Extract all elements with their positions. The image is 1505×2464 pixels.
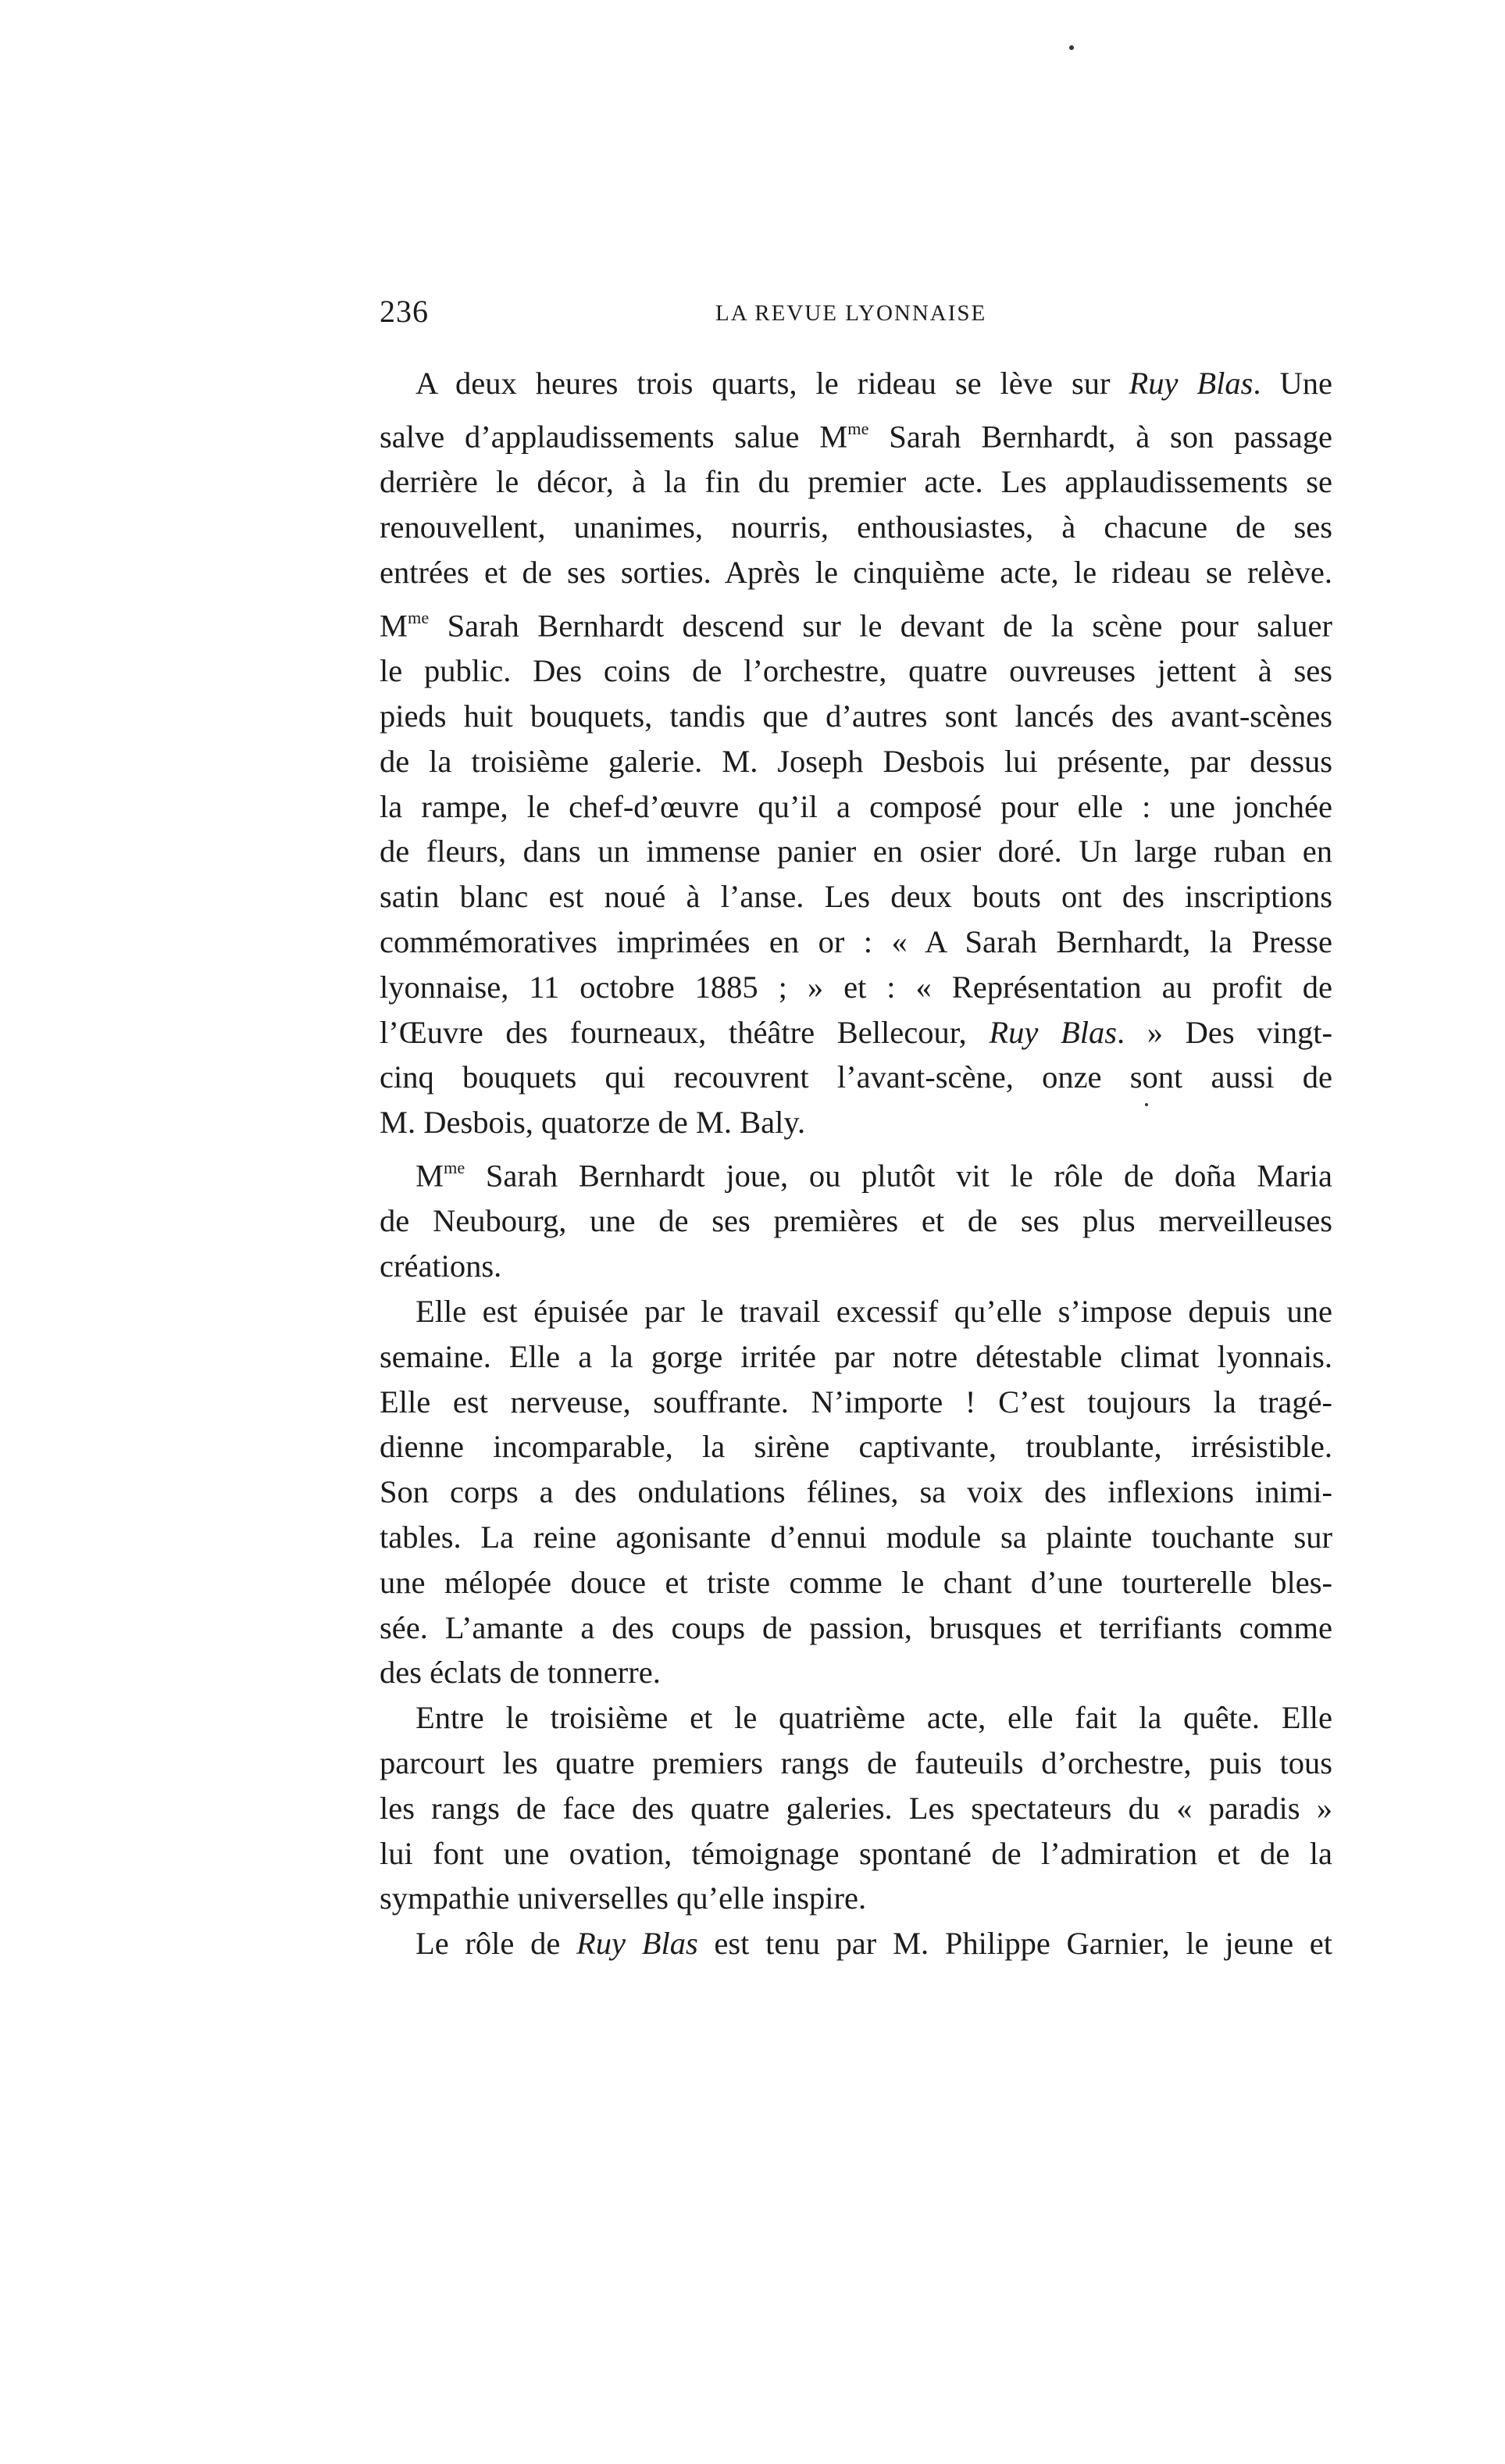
text-run: A deux heures trois quarts, le rideau se lève sur: [415, 366, 1129, 401]
text-line: [380, 459, 1332, 505]
italic-title: Ruy Blas: [989, 1014, 1117, 1050]
text-line: [380, 1515, 1332, 1560]
text-line: [380, 361, 1332, 406]
text-line: [380, 1424, 1332, 1469]
text-run: semaine. Elle a la gorge irritée par notre détestable climat lyonnais.: [380, 1338, 1332, 1374]
text-line: [380, 406, 1332, 460]
text-run: l’Œuvre des fourneaux, théâtre Bellecour,: [380, 1014, 990, 1050]
text-line: [380, 784, 1332, 830]
body-text: [380, 361, 1332, 1966]
text-run: M: [380, 608, 408, 644]
text-run: de fleurs, dans un immense panier en osier doré. Un large ruban en: [380, 834, 1332, 870]
text-run: de Neubourg, une de ses premières et de ses plus merveilleuses: [380, 1203, 1332, 1239]
text-line: [380, 1921, 1332, 1966]
text-run: Sarah Bernhardt joue, ou plutôt vit le rôle de doña Maria: [465, 1158, 1332, 1194]
text-line: [380, 1560, 1332, 1605]
text-line: [380, 1831, 1332, 1877]
superscript: me: [408, 607, 430, 627]
text-run: entrées et de ses sorties. Après le cinquième acte, le rideau se relève.: [380, 554, 1332, 590]
text-run: . Une: [1253, 366, 1333, 401]
text-run: dienne incomparable, la sirène captivante, troublante, irrésistible.: [380, 1429, 1332, 1465]
paragraph: [380, 1921, 1332, 1966]
text-run: de la troisième galerie. M. Joseph Desbois lui présente, par dessus: [380, 743, 1332, 779]
text-line: [380, 1695, 1332, 1741]
text-line: [380, 739, 1332, 784]
text-run: . » Des vingt-: [1116, 1014, 1333, 1050]
text-line: [380, 1100, 1332, 1145]
superscript: me: [444, 1157, 465, 1177]
page-header: [380, 293, 1332, 340]
text-run: Sarah Bernhardt descend sur le devant de la scène pour saluer: [429, 608, 1332, 644]
text-run: la rampe, le chef-d’œuvre qu’il a composé pour elle : une jonchée: [380, 788, 1332, 824]
text-line: [380, 1334, 1332, 1380]
text-run: Elle est épuisée par le travail excessif qu’elle s’impose depuis une: [415, 1294, 1332, 1330]
text-line: [380, 1198, 1332, 1244]
text-run: renouvellent, unanimes, nourris, enthousiastes, à chacune de ses: [380, 509, 1332, 545]
text-line: [380, 550, 1332, 595]
text-line: [380, 1145, 1332, 1199]
ink-speck: [1145, 1103, 1148, 1106]
text-line: [380, 1010, 1332, 1055]
text-line: [380, 1741, 1332, 1786]
paragraph: [380, 1289, 1332, 1695]
text-line: [380, 1876, 1332, 1921]
text-line: [380, 965, 1332, 1010]
text-line: [380, 1244, 1332, 1289]
text-run: Entre le troisième et le quatrième acte, elle fait la quête. Elle: [415, 1700, 1332, 1736]
text-run: Elle est nerveuse, souffrante. N’importe ! C’est toujours la tragé-: [380, 1384, 1332, 1419]
text-line: [380, 505, 1332, 550]
text-run: satin blanc est noué à l’anse. Les deux bouts ont des inscriptions: [380, 879, 1332, 915]
text-line: [380, 648, 1332, 694]
superscript: me: [847, 418, 869, 438]
italic-title: Ruy Blas: [1129, 366, 1254, 401]
text-run: commémoratives imprimées en or : « A Sarah Bernhardt, la Presse: [380, 923, 1332, 959]
text-line: [380, 1605, 1332, 1651]
text-run: cinq bouquets qui recouvrent l’avant-scène, onze sont aussi de: [380, 1059, 1332, 1095]
text-line: [380, 1469, 1332, 1515]
text-run: derrière le décor, à la fin du premier acte. Les applaudissements se: [380, 464, 1332, 500]
paragraph: [380, 1145, 1332, 1289]
text-run: salve d’applaudissements salue M: [380, 419, 848, 455]
text-run: des éclats de tonnerre.: [380, 1655, 661, 1691]
italic-title: Ruy Blas: [576, 1926, 698, 1962]
text-line: [380, 694, 1332, 739]
text-line: [380, 595, 1332, 649]
text-run: M: [415, 1158, 444, 1194]
text-run: les rangs de face des quatre galeries. Les spectateurs du « paradis »: [380, 1790, 1332, 1826]
text-line: [380, 920, 1332, 965]
text-run: une mélopée douce et triste comme le chant d’une tourterelle bles-: [380, 1564, 1332, 1600]
text-run: lui font une ovation, témoignage spontané de l’admiration et de la: [380, 1835, 1332, 1871]
paragraph: [380, 361, 1332, 1145]
text-run: pieds huit bouquets, tandis que d’autres sont lancés des avant-scènes: [380, 698, 1332, 734]
text-run: M. Desbois, quatorze de M. Baly.: [380, 1105, 806, 1141]
text-run: est tenu par M. Philippe Garnier, le jeune et: [697, 1926, 1333, 1962]
text-run: parcourt les quatre premiers rangs de fauteuils d’orchestre, puis tous: [380, 1745, 1332, 1781]
text-line: [380, 1786, 1332, 1831]
text-run: Le rôle de: [415, 1926, 577, 1962]
running-head: LA REVUE LYONNAISE: [715, 301, 987, 326]
text-run: Son corps a des ondulations félines, sa voix des inflexions inimi-: [380, 1474, 1332, 1510]
text-run: Sarah Bernhardt, à son passage: [868, 419, 1332, 455]
text-run: sympathie universelles qu’elle inspire.: [380, 1880, 867, 1916]
text-run: le public. Des coins de l’orchestre, quatre ouvreuses jettent à ses: [380, 653, 1332, 689]
ink-speck: [1069, 45, 1074, 50]
text-run: lyonnaise, 11 octobre 1885 ; » et : « Représentation au profit de: [380, 969, 1332, 1005]
paragraph: [380, 1695, 1332, 1921]
text-line: [380, 1055, 1332, 1100]
text-run: sée. L’amante a des coups de passion, brusques et terrifiants comme: [380, 1609, 1332, 1645]
text-line: [380, 874, 1332, 920]
page-number: 236: [380, 294, 429, 329]
text-line: [380, 1289, 1332, 1334]
text-run: créations.: [380, 1248, 502, 1284]
text-run: tables. La reine agonisante d’ennui module sa plainte touchante sur: [380, 1519, 1332, 1555]
text-line: [380, 1380, 1332, 1425]
text-line: [380, 829, 1332, 874]
text-line: [380, 1650, 1332, 1695]
